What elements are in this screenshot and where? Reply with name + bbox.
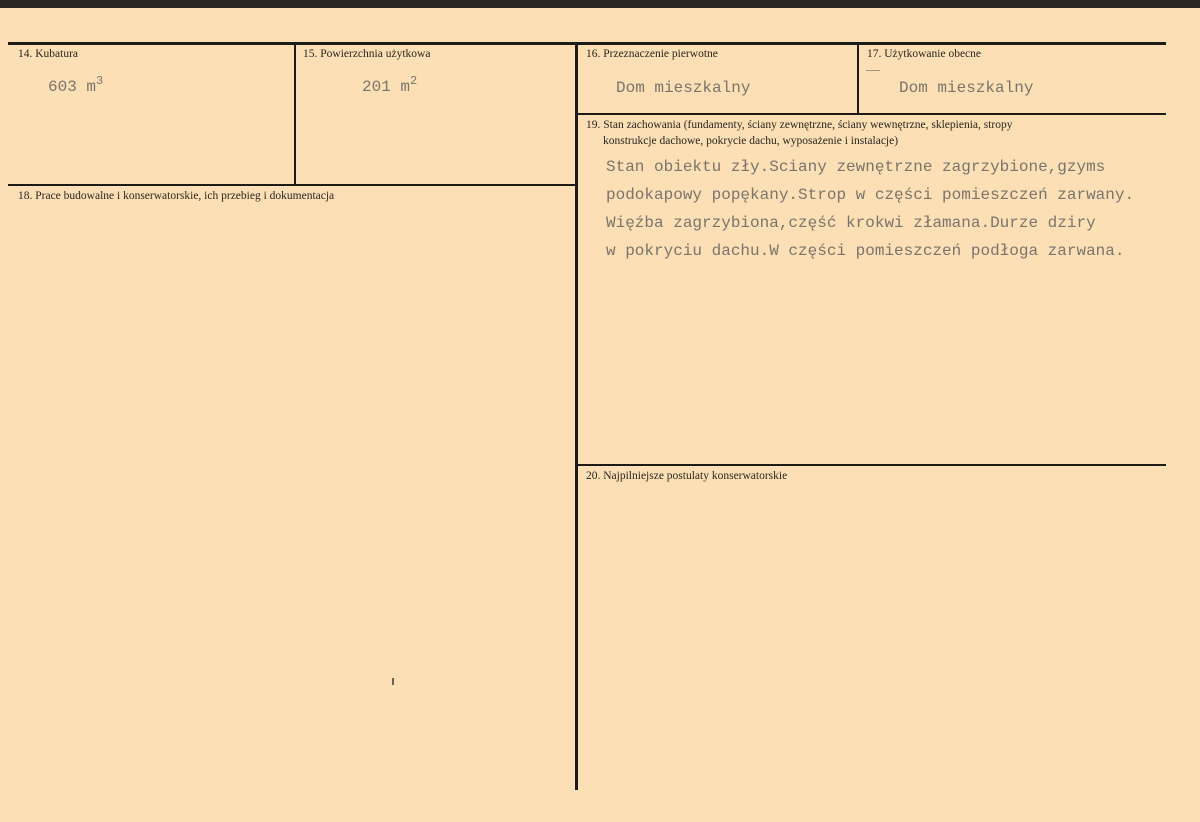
field-20-label: 20. Najpilniejsze postulaty konserwatorskie [586,470,788,482]
ink-speck [392,678,394,685]
field-17-value: Dom mieszkalny [899,79,1034,97]
field-15-value: 201 $m^2$ [362,74,418,96]
ink-dash [866,70,880,71]
field-19-label-line-2: konstrukcje dachowe, pokrycie dachu, wyposażenie i instalacje) [603,135,899,147]
field-17-label: 17. Użytkowanie obecne [867,48,982,60]
line-under-16-17 [577,113,1166,115]
registration-card [0,8,1200,822]
field-14-exponent: 3 [96,74,104,88]
field-19-line: Więźba zagrzybiona,część krokwi złamana.Durze dziry [606,214,1096,232]
field-18-label: 18. Prace budowalne i konserwatorskie, ich przebieg i dokumentacja [18,190,335,202]
field-19-line: w pokryciu dachu.W części pomieszczeń podłoga zarwana. [606,242,1125,260]
line-under-14-15 [8,184,577,186]
field-15-exponent: 2 [410,74,418,88]
field-19-text [606,153,1134,265]
top-border-line [8,42,1166,45]
divider-14-15 [294,44,296,184]
field-19-line: podokapowy popękany.Strop w części pomieszczeń zarwany. [606,186,1135,204]
field-16-value: Dom mieszkalny [616,79,751,97]
field-14-value: 603 $m^3$ [48,74,104,96]
center-divider [575,44,578,790]
field-19-line: Stan obiektu zły.Sciany zewnętrzne zagrzybione,gzyms [606,158,1106,176]
field-14-label: 14. Kubatura [18,48,79,60]
field-16-label: 16. Przeznaczenie pierwotne [586,48,718,60]
field-19-label-line-1: 19. Stan zachowania (fundamenty, ściany zewnętrzne, ściany wewnętrzne, sklepienia, stropy [586,119,1013,131]
divider-16-17 [857,44,859,114]
field-15-label: 15. Powierzchnia użytkowa [303,48,431,60]
line-above-20 [577,464,1166,466]
